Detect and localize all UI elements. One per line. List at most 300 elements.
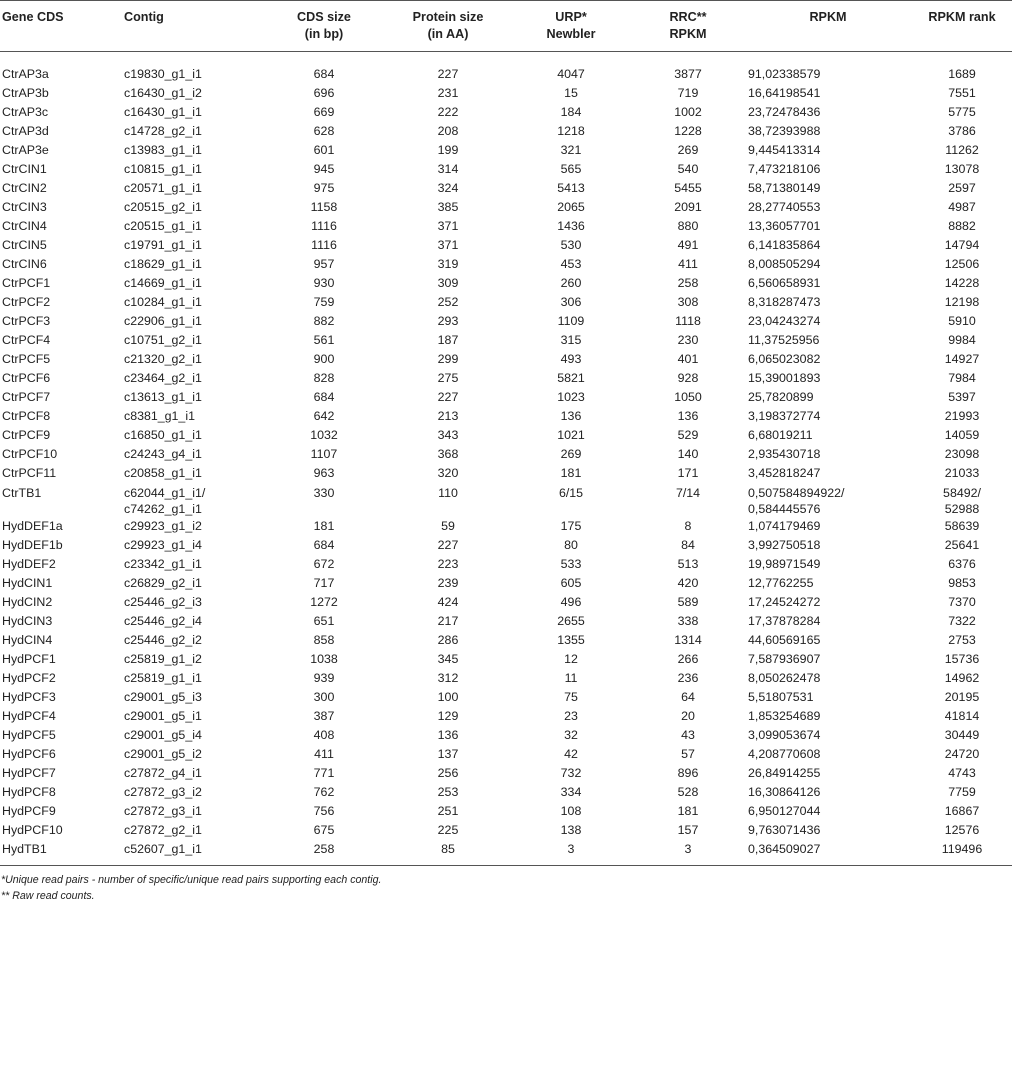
cell-urp: 453 xyxy=(560,257,582,271)
cell-rpkm-rank: 30449 xyxy=(944,728,980,742)
cell-protein-size: 309 xyxy=(437,276,459,290)
table-row xyxy=(0,52,1012,85)
cell-cds-size: 300 xyxy=(313,690,335,704)
cell-rrc: 266 xyxy=(677,652,699,666)
cell-gene-cds: CtrCIN5 xyxy=(2,238,47,252)
cell-rpkm-rank: 7370 xyxy=(948,595,976,609)
cell-cds-size: 1116 xyxy=(311,219,337,233)
cell-rrc: 140 xyxy=(677,447,699,461)
cell-gene-cds: HydPCF8 xyxy=(2,785,56,799)
cell-protein-size: 385 xyxy=(437,200,459,214)
cell-rpkm-rank: 14228 xyxy=(944,276,980,290)
column-header-rpkm-rank xyxy=(908,1,1012,52)
cell-protein-size: 314 xyxy=(437,162,459,176)
table-row xyxy=(0,726,1012,745)
cell-gene-cds: CtrPCF11 xyxy=(2,466,57,480)
cell-cds-size: 975 xyxy=(313,181,335,195)
cell-urp: 11 xyxy=(564,671,578,685)
cell-rrc: 269 xyxy=(677,143,699,157)
cell-rpkm: 2,935430718 xyxy=(748,447,821,461)
cell-rrc: 236 xyxy=(677,671,699,685)
cell-gene-cds: CtrPCF9 xyxy=(2,428,51,442)
cell-rpkm: 16,64198541 xyxy=(748,86,821,100)
cell-urp: 4047 xyxy=(557,67,585,81)
cell-rrc: 258 xyxy=(677,276,699,290)
cell-contig xyxy=(124,483,264,517)
cell-contig: c20571_g1_i1 xyxy=(124,181,202,195)
cell-rrc: 1002 xyxy=(674,105,702,119)
cell-urp: 1218 xyxy=(557,124,585,138)
table-row xyxy=(0,821,1012,840)
cell-contig: c16850_g1_i1 xyxy=(124,428,202,442)
cell-rrc: 2091 xyxy=(674,200,702,214)
cell-rrc: 1314 xyxy=(674,633,702,647)
cell-rpkm: 58,71380149 xyxy=(748,181,821,195)
cell-contig: c27872_g4_i1 xyxy=(124,766,202,780)
cell-rpkm-rank: 11262 xyxy=(945,143,979,157)
cell-gene-cds: CtrAP3d xyxy=(2,124,49,138)
cell-line: 0,584445576 xyxy=(748,502,821,516)
column-header-rrc xyxy=(630,1,746,52)
cell-urp: 2655 xyxy=(557,614,585,628)
column-header-line: (in AA) xyxy=(427,27,469,41)
cell-rpkm-rank: 2753 xyxy=(948,633,976,647)
cell-line: c62044_g1_i1/ xyxy=(124,486,206,500)
cell-gene-cds: CtrCIN4 xyxy=(2,219,47,233)
table-row xyxy=(0,236,1012,255)
cell-cds-size: 651 xyxy=(313,614,335,628)
table-row xyxy=(0,103,1012,122)
cell-contig: c19791_g1_i1 xyxy=(124,238,202,252)
cell-urp: 1355 xyxy=(557,633,585,647)
cell-rpkm-rank: 14059 xyxy=(944,428,980,442)
cell-rpkm: 6,950127044 xyxy=(748,804,821,818)
cell-cds-size: 181 xyxy=(313,519,335,533)
cell-cds-size: 762 xyxy=(313,785,335,799)
cell-rrc: 528 xyxy=(677,785,699,799)
cell-rpkm-rank: 4987 xyxy=(948,200,976,214)
cell-gene-cds: HydDEF1a xyxy=(2,519,63,533)
cell-gene-cds: HydPCF5 xyxy=(2,728,56,742)
cell-rpkm-rank: 3786 xyxy=(948,124,976,138)
cell-rpkm-rank: 4743 xyxy=(948,766,976,780)
column-header-protein-size xyxy=(384,1,512,52)
cell-rpkm: 8,318287473 xyxy=(748,295,821,309)
table-row xyxy=(0,84,1012,103)
cell-cds-size: 1032 xyxy=(310,428,338,442)
table-row xyxy=(0,593,1012,612)
cell-urp: 530 xyxy=(560,238,582,252)
cell-gene-cds: HydPCF6 xyxy=(2,747,56,761)
table-row xyxy=(0,369,1012,388)
cell-contig: c25819_g1_i1 xyxy=(124,671,202,685)
cell-gene-cds: HydPCF1 xyxy=(2,652,56,666)
cell-urp: 496 xyxy=(560,595,582,609)
table-row xyxy=(0,274,1012,293)
cell-rpkm: 3,452818247 xyxy=(748,466,821,480)
table-row xyxy=(0,464,1012,483)
cell-rrc: 157 xyxy=(677,823,699,837)
cell-contig: c29923_g1_i2 xyxy=(124,519,202,533)
table-row xyxy=(0,198,1012,217)
cell-rrc: 880 xyxy=(677,219,699,233)
cell-urp: 108 xyxy=(560,804,582,818)
cell-line: c74262_g1_i1 xyxy=(124,502,202,516)
cell-rpkm: 6,141835864 xyxy=(748,238,821,252)
cell-cds-size: 601 xyxy=(313,143,335,157)
cell-rrc: 513 xyxy=(677,557,699,571)
cell-urp: 533 xyxy=(560,557,582,571)
cell-contig: c18629_g1_i1 xyxy=(124,257,202,271)
cell-protein-size: 371 xyxy=(437,219,459,233)
cell-rpkm: 44,60569165 xyxy=(748,633,821,647)
cell-protein-size: 371 xyxy=(437,238,459,252)
table-row xyxy=(0,293,1012,312)
cell-rpkm: 9,763071436 xyxy=(748,823,821,837)
cell-rpkm-rank: 1689 xyxy=(948,67,976,81)
cell-cds-size: 1272 xyxy=(310,595,338,609)
cell-gene-cds: CtrCIN2 xyxy=(2,181,47,195)
cell-gene-cds: HydPCF3 xyxy=(2,690,56,704)
cell-contig: c22906_g1_i1 xyxy=(124,314,202,328)
column-header-rpkm xyxy=(746,1,908,52)
cell-contig: c27872_g2_i1 xyxy=(124,823,202,837)
cell-urp: 3 xyxy=(512,840,630,866)
cell-cds-size: 1038 xyxy=(310,652,338,666)
cell-protein-size: 256 xyxy=(437,766,459,780)
cell-gene-cds: HydDEF1b xyxy=(2,538,63,552)
cell-rpkm-rank: 5775 xyxy=(948,105,976,119)
cell-contig: c26829_g2_i1 xyxy=(124,576,202,590)
table-row xyxy=(0,350,1012,369)
cell-rpkm-rank: 7551 xyxy=(948,86,976,100)
cell-gene-cds: CtrPCF5 xyxy=(2,352,51,366)
cell-rpkm: 25,7820899 xyxy=(748,390,814,404)
cell-rpkm: 15,39001893 xyxy=(748,371,821,385)
cell-urp: 334 xyxy=(560,785,582,799)
cell-gene-cds: HydCIN2 xyxy=(2,595,53,609)
cell-gene-cds: CtrPCF1 xyxy=(2,276,51,290)
cell-rpkm: 28,27740553 xyxy=(748,200,821,214)
cell-rrc: 1228 xyxy=(674,124,702,138)
cell-protein-size: 275 xyxy=(437,371,459,385)
cell-urp: 269 xyxy=(560,447,582,461)
cell-cds-size: 669 xyxy=(313,105,335,119)
cell-rpkm: 8,050262478 xyxy=(748,671,821,685)
cell-cds-size: 696 xyxy=(313,86,335,100)
cell-protein-size: 324 xyxy=(437,181,459,195)
cell-rpkm: 7,473218106 xyxy=(748,162,821,176)
cell-contig: c24243_g4_i1 xyxy=(124,447,202,461)
cell-cds-size: 756 xyxy=(313,804,335,818)
cell-urp: 15 xyxy=(564,86,578,100)
table-row xyxy=(0,802,1012,821)
column-header-line: Contig xyxy=(124,10,164,24)
cell-cds-size: 684 xyxy=(313,390,335,404)
table-row xyxy=(0,217,1012,236)
cell-contig: c29923_g1_i4 xyxy=(124,538,202,552)
cell-protein-size: 110 xyxy=(438,486,458,500)
cell-cds-size: 684 xyxy=(313,67,335,81)
cell-cds-size: 330 xyxy=(313,486,335,500)
cell-urp: 6/15 xyxy=(558,486,584,500)
cell-rrc: 1050 xyxy=(674,390,702,404)
cell-urp: 23 xyxy=(564,709,578,723)
cell-protein-size: 227 xyxy=(437,390,459,404)
cell-urp: 184 xyxy=(560,105,582,119)
cell-cds-size: 684 xyxy=(313,538,335,552)
cell-protein-size: 136 xyxy=(437,728,459,742)
cell-rpkm: 16,30864126 xyxy=(748,785,821,799)
cell-rrc: 64 xyxy=(681,690,695,704)
cell-contig: c23342_g1_i1 xyxy=(124,557,202,571)
cell-gene-cds: CtrPCF10 xyxy=(2,447,58,461)
cell-protein-size: 129 xyxy=(437,709,459,723)
cell-rpkm-rank: 6376 xyxy=(948,557,976,571)
cell-rrc: 589 xyxy=(677,595,699,609)
cell-contig: c29001_g5_i3 xyxy=(124,690,202,704)
cell-gene-cds: CtrCIN6 xyxy=(2,257,47,271)
cell-cds-size: 717 xyxy=(313,576,335,590)
cell-contig: c25446_g2_i2 xyxy=(124,633,202,647)
cell-rpkm: 17,24524272 xyxy=(748,595,821,609)
cell-urp: 2065 xyxy=(557,200,585,214)
cell-protein-size: 187 xyxy=(437,333,459,347)
cell-rrc: 181 xyxy=(677,804,699,818)
cell-contig: c25446_g2_i4 xyxy=(124,614,202,628)
cell-protein-size: 251 xyxy=(437,804,459,818)
cell-rrc: 43 xyxy=(681,728,695,742)
cell-urp: 75 xyxy=(564,690,578,704)
table-row xyxy=(0,783,1012,802)
cell-rrc: 57 xyxy=(681,747,695,761)
column-header-line: RPKM xyxy=(809,10,847,24)
cell-protein-size: 199 xyxy=(437,143,459,157)
table-row xyxy=(0,331,1012,350)
cell-urp: 1023 xyxy=(557,390,585,404)
cell-rrc: 84 xyxy=(681,538,695,552)
cell-cds-size: 771 xyxy=(313,766,335,780)
cell-rpkm: 3,099053674 xyxy=(748,728,821,742)
cell-rpkm-rank: 24720 xyxy=(944,747,980,761)
cell-gene-cds: CtrTB1 xyxy=(2,486,42,500)
cell-protein-size: 137 xyxy=(437,747,459,761)
cell-contig: c13983_g1_i1 xyxy=(124,143,202,157)
cell-protein-size: 345 xyxy=(437,652,459,666)
cell-rrc: 8 xyxy=(684,519,692,533)
cell-contig: c19830_g1_i1 xyxy=(124,67,202,81)
footnotes xyxy=(0,866,1012,904)
cell-gene-cds: HydPCF10 xyxy=(2,823,63,837)
cell-rrc: 338 xyxy=(677,614,699,628)
cell-rpkm-rank: 7759 xyxy=(948,785,976,799)
cell-rpkm-rank: 14927 xyxy=(944,352,980,366)
cell-rpkm: 26,84914255 xyxy=(748,766,821,780)
cell-rrc: 308 xyxy=(677,295,699,309)
cell-line: 52988 xyxy=(944,502,980,516)
cell-rpkm-rank: 16867 xyxy=(944,804,980,818)
cell-urp: 1436 xyxy=(557,219,585,233)
cell-urp: 605 xyxy=(560,576,582,590)
table-row xyxy=(0,555,1012,574)
cell-rpkm-rank: 9853 xyxy=(948,576,976,590)
table-row xyxy=(0,179,1012,198)
cell-protein-size: 59 xyxy=(441,519,455,533)
column-header-line: (in bp) xyxy=(304,27,344,41)
cell-rrc: 3877 xyxy=(674,67,702,81)
column-header-line: RRC** xyxy=(669,10,707,24)
cell-rpkm: 9,445413314 xyxy=(748,143,821,157)
cell-urp: 5413 xyxy=(557,181,585,195)
column-header-line: Newbler xyxy=(546,27,596,41)
cell-rpkm-rank: 58639 xyxy=(944,519,980,533)
column-header-line: RPKM xyxy=(669,27,707,41)
cell-contig: c16430_g1_i2 xyxy=(124,86,202,100)
cell-rpkm: 91,02338579 xyxy=(748,67,821,81)
column-header-contig xyxy=(124,1,264,52)
cell-rpkm-rank: 14794 xyxy=(944,238,980,252)
table-row xyxy=(0,840,1012,866)
cell-rrc: 540 xyxy=(677,162,699,176)
cell-gene-cds: CtrCIN3 xyxy=(2,200,47,214)
table-row xyxy=(0,688,1012,707)
column-header-urp xyxy=(512,1,630,52)
cell-protein-size: 100 xyxy=(437,690,459,704)
cell-cds-size: 675 xyxy=(313,823,335,837)
cell-rrc: 491 xyxy=(677,238,699,252)
table-row xyxy=(0,407,1012,426)
cell-rpkm-rank: 2597 xyxy=(948,181,976,195)
table-row xyxy=(0,445,1012,464)
table-row xyxy=(0,574,1012,593)
table-row xyxy=(0,312,1012,331)
cell-line: 0,507584894922/ xyxy=(748,486,845,500)
cell-rpkm: 17,37878284 xyxy=(748,614,821,628)
cell-cds-size: 1116 xyxy=(311,238,337,252)
cell-rrc: 529 xyxy=(677,428,699,442)
cell-gene-cds: HydCIN1 xyxy=(2,576,53,590)
cell-urp: 136 xyxy=(560,409,582,423)
cell-contig: c29001_g5_i2 xyxy=(124,747,202,761)
column-header-gene-cds xyxy=(0,1,124,52)
cell-gene-cds: CtrCIN1 xyxy=(2,162,47,176)
cell-rpkm-rank: 12576 xyxy=(944,823,980,837)
table-row xyxy=(0,707,1012,726)
cell-protein-size: 319 xyxy=(437,257,459,271)
cell-rpkm-rank: 7322 xyxy=(948,614,976,628)
cell-gene-cds: CtrPCF2 xyxy=(2,295,51,309)
cell-urp: 5821 xyxy=(557,371,585,385)
cell-gene-cds: CtrPCF4 xyxy=(2,333,51,347)
cell-cds-size: 1158 xyxy=(310,200,338,214)
cell-protein-size: 320 xyxy=(437,466,459,480)
cell-gene-cds: HydTB1 xyxy=(0,840,124,866)
cell-protein-size: 239 xyxy=(437,576,459,590)
cell-rpkm: 13,36057701 xyxy=(748,219,821,233)
table-row xyxy=(0,536,1012,555)
cell-rpkm: 11,37525956 xyxy=(748,333,820,347)
cell-contig: c20858_g1_i1 xyxy=(124,466,202,480)
cell-rpkm: 6,68019211 xyxy=(748,428,813,442)
column-header-line: URP* xyxy=(555,10,587,24)
cell-gene-cds: HydPCF4 xyxy=(2,709,56,723)
cell-contig: c14728_g2_i1 xyxy=(124,124,202,138)
cell-rpkm: 19,98971549 xyxy=(748,557,821,571)
table-row xyxy=(0,483,1012,517)
cell-gene-cds: HydPCF2 xyxy=(2,671,56,685)
table-row xyxy=(0,745,1012,764)
cell-urp: 565 xyxy=(560,162,582,176)
cell-rpkm-rank: 20195 xyxy=(944,690,980,704)
cell-rpkm-rank: 5397 xyxy=(948,390,976,404)
cell-rpkm-rank: 21033 xyxy=(944,466,980,480)
footnote-rrc: ** Raw read counts. xyxy=(1,890,95,902)
table-row xyxy=(0,160,1012,179)
cell-urp: 181 xyxy=(560,466,582,480)
cell-protein-size: 343 xyxy=(437,428,459,442)
cell-gene-cds: HydDEF2 xyxy=(2,557,56,571)
table-row xyxy=(0,612,1012,631)
cell-gene-cds: HydPCF9 xyxy=(2,804,56,818)
cell-rpkm: 1,853254689 xyxy=(748,709,821,723)
cell-urp: 80 xyxy=(564,538,578,552)
cell-contig: c52607_g1_i1 xyxy=(124,840,264,866)
cell-gene-cds: HydPCF7 xyxy=(2,766,56,780)
cell-cds-size: 628 xyxy=(313,124,335,138)
cell-rrc: 7/14 xyxy=(675,486,701,500)
cell-contig: c20515_g1_i1 xyxy=(124,219,202,233)
cell-protein-size: 368 xyxy=(437,447,459,461)
cell-cds-size: 258 xyxy=(264,840,384,866)
cell-urp: 32 xyxy=(564,728,578,742)
cell-cds-size: 672 xyxy=(313,557,335,571)
cell-rpkm-rank: 23098 xyxy=(944,447,980,461)
table-row xyxy=(0,426,1012,445)
table-header xyxy=(0,1,1012,52)
cell-rrc: 171 xyxy=(677,466,699,480)
column-header-line: Protein size xyxy=(412,10,484,24)
table-row xyxy=(0,631,1012,650)
cell-rpkm-rank: 13078 xyxy=(944,162,980,176)
cell-protein-size: 424 xyxy=(437,595,459,609)
cell-rpkm: 4,208770608 xyxy=(748,747,821,761)
cell-gene-cds: CtrAP3a xyxy=(2,67,49,81)
cell-rpkm-rank: 15736 xyxy=(944,652,980,666)
cell-cds-size: 411 xyxy=(314,747,334,761)
cell-protein-size: 312 xyxy=(437,671,459,685)
cell-rrc: 896 xyxy=(677,766,699,780)
cell-rpkm: 38,72393988 xyxy=(748,124,821,138)
cell-contig: c8381_g1_i1 xyxy=(124,409,195,423)
cell-rpkm-rank: 41814 xyxy=(944,709,980,723)
table-row xyxy=(0,255,1012,274)
cell-protein-size: 252 xyxy=(437,295,459,309)
cell-rpkm: 1,074179469 xyxy=(748,519,821,533)
cell-contig: c13613_g1_i1 xyxy=(124,390,202,404)
column-header-cds-size xyxy=(264,1,384,52)
cell-cds-size: 1107 xyxy=(310,447,338,461)
cell-rpkm-rank: 119496 xyxy=(908,840,1012,866)
cell-line: 58492/ xyxy=(943,486,981,500)
cell-rpkm: 3,992750518 xyxy=(748,538,821,552)
cell-gene-cds: CtrPCF7 xyxy=(2,390,51,404)
cell-urp: 42 xyxy=(564,747,578,761)
cell-urp: 175 xyxy=(560,519,582,533)
column-header-line: CDS size xyxy=(297,10,351,24)
cell-rrc: 1118 xyxy=(675,314,701,328)
cell-rpkm-rank: 8882 xyxy=(948,219,976,233)
cell-rrc: 401 xyxy=(677,352,699,366)
